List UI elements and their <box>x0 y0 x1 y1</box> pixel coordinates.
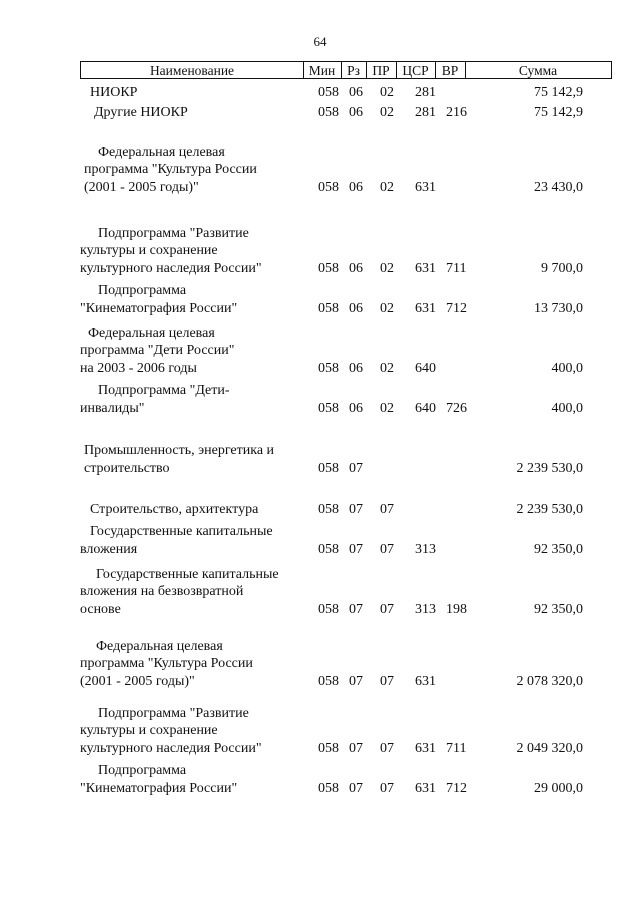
row-name: Подпрограмма "Развитие культуры и сохранение культурного наследия России" <box>80 705 262 756</box>
row-name: Подпрограмма "Дети- инвалиды" <box>80 383 230 416</box>
row-name: Подпрограмма "Кинематография России" <box>80 283 238 316</box>
row-pr: 07 <box>380 541 394 557</box>
row-rz: 07 <box>349 601 363 617</box>
row-vr: 216 <box>446 104 467 120</box>
row-pr: 02 <box>380 104 394 120</box>
row-pr: 02 <box>380 360 394 376</box>
row-pr: 07 <box>380 740 394 756</box>
row-csr: 631 <box>415 260 436 276</box>
row-min: 058 <box>318 541 339 557</box>
row-min: 058 <box>318 501 339 517</box>
row-rz: 07 <box>349 780 363 796</box>
row-name: Федеральная целевая программа "Культура России (2001 - 2005 годы)" <box>80 638 253 689</box>
row-name: Государственные капитальные вложения на безвозвратной основе <box>80 566 279 617</box>
row-rz: 06 <box>349 84 363 100</box>
header-sum: Сумма <box>518 63 558 78</box>
row-name: Государственные капитальные вложения <box>80 524 273 557</box>
row-sum: 2 239 530,0 <box>516 501 583 517</box>
row-min: 058 <box>318 460 339 476</box>
row-sum: 13 730,0 <box>534 300 583 316</box>
row-pr: 02 <box>380 260 394 276</box>
row-min: 058 <box>318 673 339 689</box>
row-rz: 07 <box>349 460 363 476</box>
row-vr: 711 <box>446 260 467 276</box>
row-min: 058 <box>318 601 339 617</box>
row-name: Подпрограмма "Кинематография России" <box>80 763 238 796</box>
header-rz: Рз <box>341 62 367 78</box>
row-csr: 640 <box>415 400 436 416</box>
row-pr: 07 <box>380 780 394 796</box>
row-sum: 2 239 530,0 <box>516 460 583 476</box>
row-csr: 281 <box>415 84 436 100</box>
row-pr: 07 <box>380 673 394 689</box>
row-sum: 23 430,0 <box>534 179 583 195</box>
row-csr: 640 <box>415 360 436 376</box>
row-min: 058 <box>318 300 339 316</box>
row-pr: 02 <box>380 300 394 316</box>
row-name: Федеральная целевая программа "Дети России" на 2003 - 2006 годы <box>80 325 235 376</box>
row-rz: 07 <box>349 501 363 517</box>
row-vr: 712 <box>446 300 467 316</box>
row-min: 058 <box>318 360 339 376</box>
row-csr: 631 <box>415 780 436 796</box>
row-csr: 313 <box>415 601 436 617</box>
row-name: Подпрограмма "Развитие культуры и сохранение культурного наследия России" <box>80 225 262 276</box>
row-min: 058 <box>318 179 339 195</box>
row-csr: 631 <box>415 740 436 756</box>
row-rz: 06 <box>349 104 363 120</box>
row-sum: 92 350,0 <box>534 541 583 557</box>
header-min: Мин <box>303 62 342 78</box>
row-sum: 400,0 <box>551 360 583 376</box>
row-vr: 726 <box>446 400 467 416</box>
row-vr: 712 <box>446 780 467 796</box>
row-pr: 02 <box>380 400 394 416</box>
row-csr: 631 <box>415 300 436 316</box>
row-name: НИОКР <box>90 84 138 100</box>
row-rz: 07 <box>349 740 363 756</box>
row-pr: 02 <box>380 179 394 195</box>
row-vr: 198 <box>446 601 467 617</box>
row-rz: 06 <box>349 179 363 195</box>
row-csr: 631 <box>415 179 436 195</box>
row-pr: 07 <box>380 501 394 517</box>
page-number: 64 <box>313 34 327 49</box>
row-sum: 92 350,0 <box>534 601 583 617</box>
row-min: 058 <box>318 780 339 796</box>
row-name: Строительство, архитектура <box>90 501 259 517</box>
row-vr: 711 <box>446 740 467 756</box>
row-name: Промышленность, энергетика и строительство <box>84 443 275 476</box>
row-sum: 75 142,9 <box>534 84 583 100</box>
row-name: Федеральная целевая программа "Культура России (2001 - 2005 годы)" <box>84 144 257 195</box>
row-csr: 631 <box>415 673 436 689</box>
row-name: Другие НИОКР <box>94 104 188 120</box>
header-vr: ВР <box>435 62 466 78</box>
row-rz: 07 <box>349 541 363 557</box>
row-sum: 2 049 320,0 <box>516 740 583 756</box>
row-rz: 06 <box>349 260 363 276</box>
row-sum: 29 000,0 <box>534 780 583 796</box>
row-min: 058 <box>318 104 339 120</box>
row-sum: 9 700,0 <box>541 260 583 276</box>
row-min: 058 <box>318 740 339 756</box>
row-rz: 07 <box>349 673 363 689</box>
row-min: 058 <box>318 84 339 100</box>
row-min: 058 <box>318 260 339 276</box>
row-pr: 07 <box>380 601 394 617</box>
row-rz: 06 <box>349 360 363 376</box>
row-csr: 313 <box>415 541 436 557</box>
row-sum: 2 078 320,0 <box>516 673 583 689</box>
row-sum: 75 142,9 <box>534 104 583 120</box>
row-pr: 02 <box>380 84 394 100</box>
row-sum: 400,0 <box>551 400 583 416</box>
row-csr: 281 <box>415 104 436 120</box>
row-rz: 06 <box>349 300 363 316</box>
header-pr: ПР <box>366 62 397 78</box>
row-rz: 06 <box>349 400 363 416</box>
header-csr: ЦСР <box>396 62 436 78</box>
header-name: Наименование <box>81 62 304 78</box>
row-min: 058 <box>318 400 339 416</box>
